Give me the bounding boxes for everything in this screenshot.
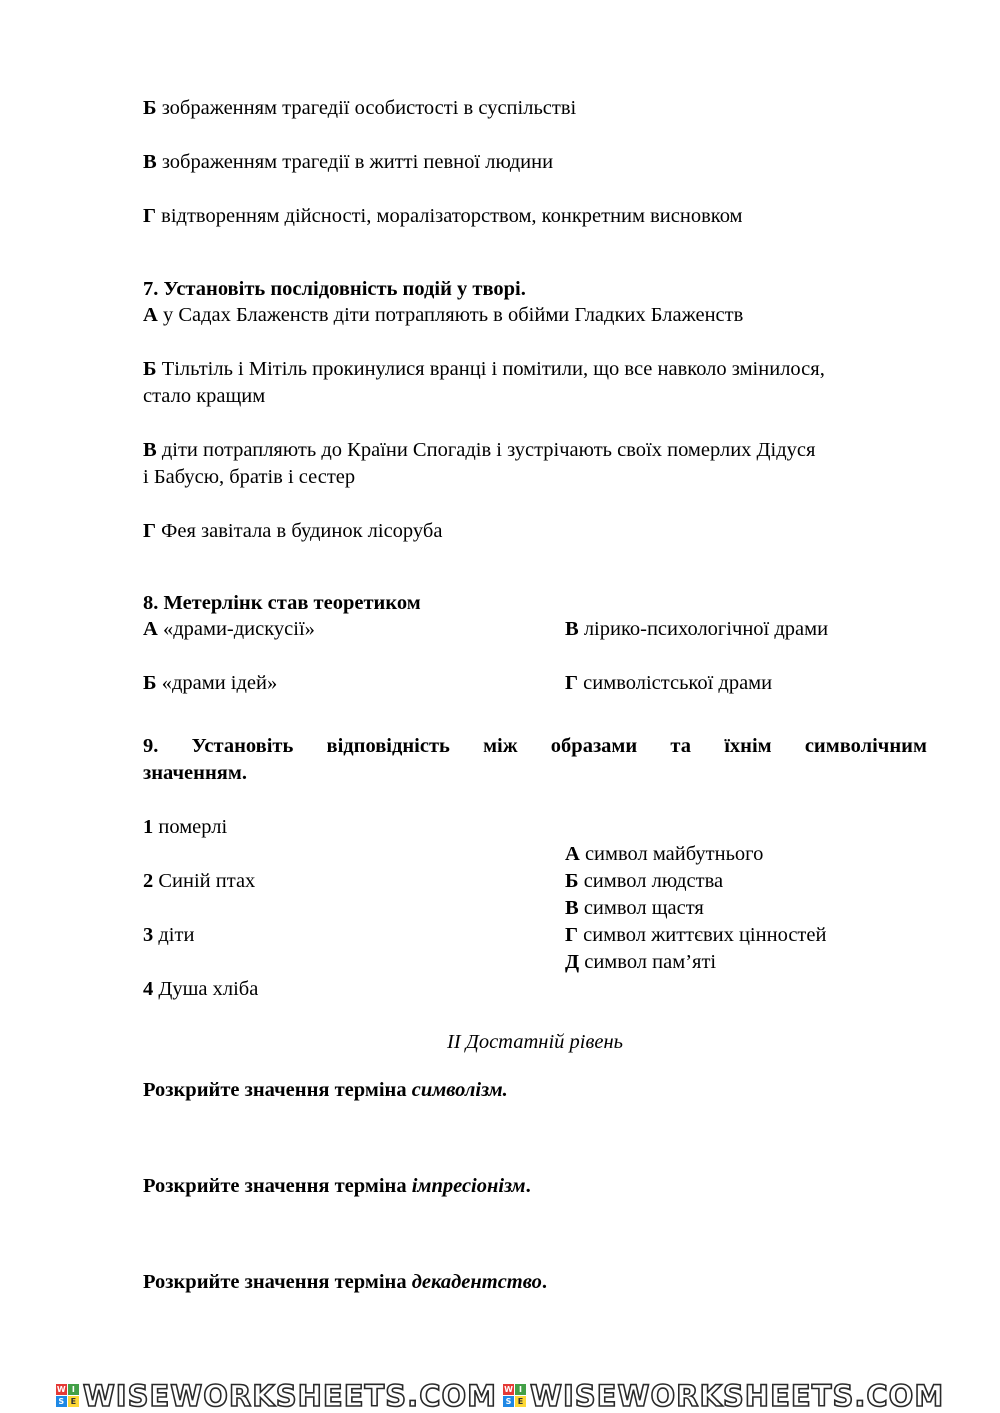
term-question-2: Розкрийте значення терміна імпресіонізм.: [143, 1175, 531, 1197]
q7-option-b: Б Тільтіль і Мітіль прокинулися вранці і помітили, що все навколо змінилося,: [143, 358, 825, 380]
brand-text: WISEWORKSHEETS.COM: [82, 1378, 497, 1413]
q7-option-a: А у Садах Блаженств діти потрапляють в обійми Гладких Блаженств: [143, 304, 744, 326]
term-question-3: Розкрийте значення терміна декадентство.: [143, 1271, 548, 1293]
q9-right-item-h: Г символ життєвих цінностей: [565, 924, 827, 946]
q7-option-v: В діти потрапляють до Країни Спогадів і зустрічають своїх померлих Дідуся: [143, 439, 816, 461]
q9-left-item-4: 4 Душа хліба: [143, 978, 259, 1000]
footer-watermark: [0, 1378, 1000, 1413]
brand-logo-right: [503, 1380, 944, 1412]
q6-option-b: Б зображенням трагедії особистості в суспільстві: [143, 97, 577, 119]
q7-option-v-cont: і Бабусю, братів і сестер: [143, 466, 356, 488]
brand-text: WISEWORKSHEETS.COM: [530, 1378, 945, 1413]
q9-title: 9. Установіть відповідність між образами та їхнім символічним: [143, 735, 927, 757]
q6-option-h: Г відтворенням дійсності, моралізаторством, конкретним висновком: [143, 205, 743, 227]
q9-left-item-3: 3 діти: [143, 924, 195, 946]
q6-option-v: В зображенням трагедії в житті певної людини: [143, 151, 554, 173]
q9-left-item-2: 2 Синій птах: [143, 870, 256, 892]
brand-logo-left: [56, 1380, 497, 1412]
term-question-1: Розкрийте значення терміна символізм.: [143, 1079, 508, 1101]
q8-title: 8. Метерлінк став теоретиком: [143, 592, 421, 614]
q9-right-item-b: Б символ людства: [565, 870, 724, 892]
q7-option-h: Г Фея завітала в будинок лісоруба: [143, 520, 443, 542]
brand-tiles-icon: W I S E: [56, 1384, 79, 1407]
q7-option-b-cont: стало кращим: [143, 385, 266, 407]
q9-right-item-d: Д символ пам’яті: [565, 951, 717, 973]
q9-title-cont: значенням.: [143, 762, 247, 784]
q9-right-item-a: А символ майбутнього: [565, 843, 764, 865]
section-title: ІІ Достатній рівень: [447, 1031, 623, 1053]
q8-option-v: В лірико-психологічної драми: [565, 618, 829, 640]
q7-title: 7. Установіть послідовність подій у творі.: [143, 278, 526, 300]
q8-option-h: Г символістської драми: [565, 672, 773, 694]
q8-option-b: Б «драми ідей»: [143, 672, 278, 694]
q8-option-a: А «драми-дискусії»: [143, 618, 315, 640]
brand-tiles-icon: W I S E: [503, 1384, 526, 1407]
q9-left-item-1: 1 померлі: [143, 816, 228, 838]
q9-right-item-v: В символ щастя: [565, 897, 704, 919]
